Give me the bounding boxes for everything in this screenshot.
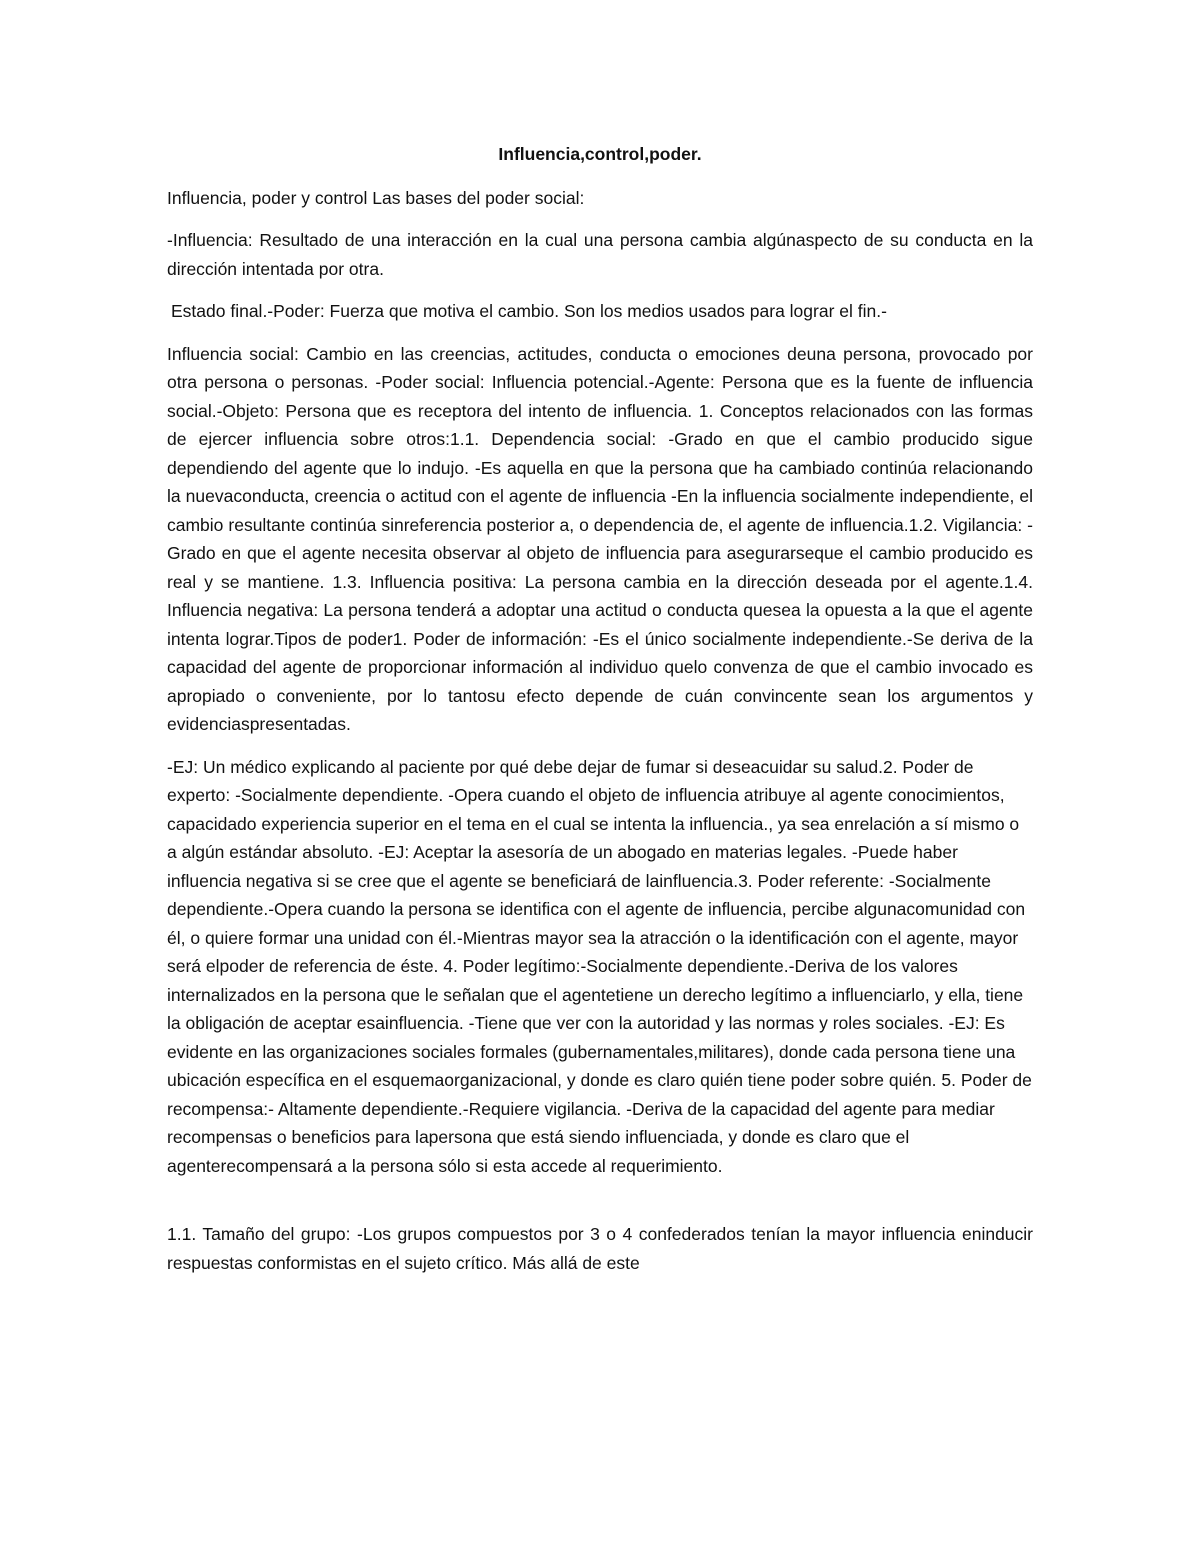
power-types-paragraph: -EJ: Un médico explicando al paciente por qué debe dejar de fumar si deseacuidar su salud.2. Poder de experto: -Socialmente dependiente. -Opera cuando el objeto de influencia atribuye al agente conocimientos, capacidado experiencia superior en el tema en el cual se intenta la influencia., ya sea enrelación a sí mismo o a algún estándar absoluto. -EJ: Aceptar la asesoría de un abogado en materias legales. -Puede haber influencia negativa si se cree que el agente se beneficiará de lainfluencia.3. Poder referente: -Socialmente dependiente.-Opera cuando la persona se identifica con el agente de influencia, percibe algunacomunidad con él, o quiere formar una unidad con él.-Mientras mayor sea la atracción o la identificación con el agente, mayor será elpoder de referencia de éste. 4. Poder legítimo:-Socialmente dependiente.-Deriva de los valores internalizados en la persona que le señalan que el agentetiene un derecho legítimo a influenciarlo, y ella, tiene la obligación de aceptar esainfluencia. -Tiene que ver con la autoridad y las normas y roles sociales. -EJ: Es evidente en las organizaciones sociales formales (gubernamentales,militares), donde cada persona tiene una ubicación específica en el esquemaorganizacional, y donde es claro quién tiene poder sobre quién. 5. Poder de recompensa:- Altamente dependiente.-Requiere vigilancia. -Deriva de la capacidad del agente para mediar recompensas o beneficios para lapersona que está siendo influenciada, y donde es claro que el agenterecompensará a la persona sólo si esta accede al requerimiento. xyxy=(167,756,1032,1176)
group-size-paragraph: 1.1. Tamaño del grupo: -Los grupos compuestos por 3 o 4 confederados tenían la mayor influencia eninducir respuestas conformistas en el sujeto crítico. Más allá de este xyxy=(167,1224,1033,1273)
power-definition-paragraph: Estado final.-Poder: Fuerza que motiva el cambio. Son los medios usados para lograr el fin.- xyxy=(171,301,887,321)
document-body xyxy=(167,140,1033,1291)
influence-definition-paragraph: -Influencia: Resultado de una interacción en la cual una persona cambia algúnaspecto de su conducta en la dirección intentada por otra. xyxy=(167,230,1033,279)
intro-paragraph: Influencia, poder y control Las bases del poder social: xyxy=(167,187,585,208)
social-influence-paragraph: Influencia social: Cambio en las creencias, actitudes, conducta o emociones deuna persona, provocado por otra persona o personas. -Poder social: Influencia potencial.-Agente: Persona que es la fuente de influencia social.-Objeto: Persona que es receptora del intento de influencia. 1. Conceptos relacionados con las formas de ejercer influencia sobre otros:1.1. Dependencia social: -Grado en que el cambio producido sigue dependiendo del agente que lo indujo. -Es aquella en que la persona que ha cambiado continúa relacionando la nuevaconducta, creencia o actitud con el agente de influencia -En la influencia socialmente independiente, el cambio resultante continúa sinreferencia posterior a, o dependencia de, el agente de influencia.1.2. Vigilancia: -Grado en que el agente necesita observar al objeto de influencia para asegurarseque el cambio producido es real y se mantiene. 1.3. Influencia positiva: La persona cambia en la dirección deseada por el agente.1.4. Influencia negativa: La persona tenderá a adoptar una actitud o conducta quesea la opuesta a la que el agente intenta lograr.Tipos de poder1. Poder de información: -Es el único socialmente independiente.-Se deriva de la capacidad del agente de proporcionar información al individuo quelo convenza de que el cambio invocado es apropiado o conveniente, por lo tantosu efecto depende de cuán convincente sean los argumentos y evidenciaspresentadas. xyxy=(167,343,1033,734)
document-title: Influencia,control,poder. xyxy=(498,144,702,164)
